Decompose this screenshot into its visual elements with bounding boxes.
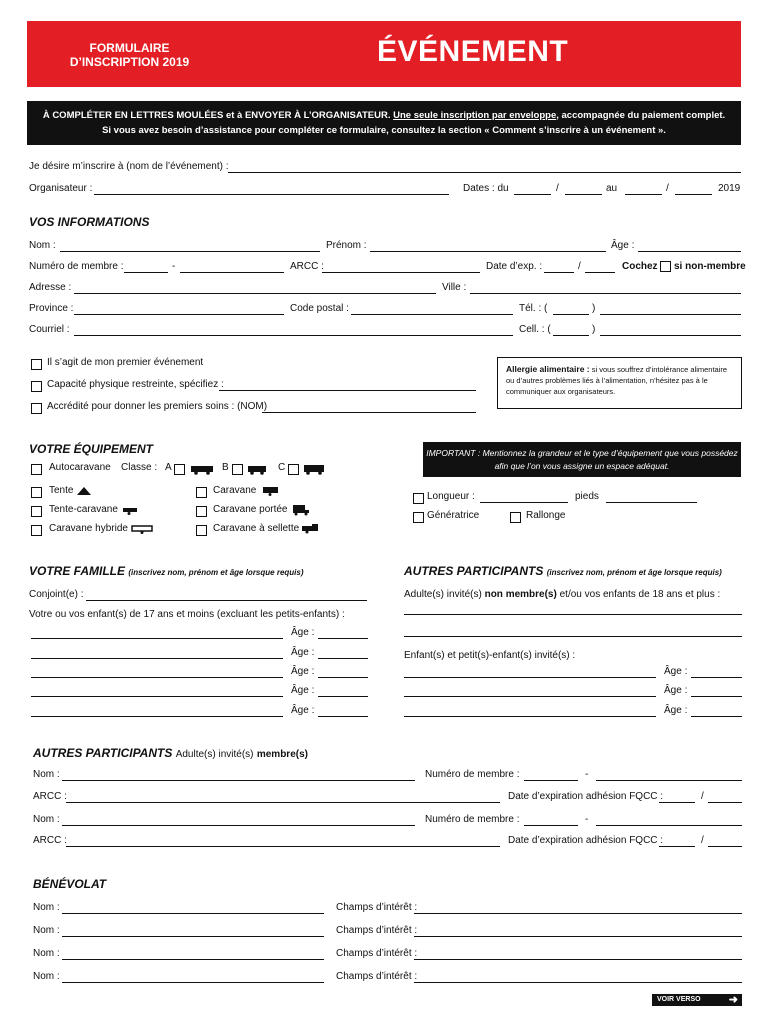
tel-label: Tél. : (	[519, 303, 548, 314]
tel-paren: )	[592, 303, 596, 314]
guest-child-age-field[interactable]	[691, 716, 742, 717]
membre-dash: -	[172, 261, 176, 272]
age-field[interactable]	[638, 251, 741, 252]
volunteer-champs-label: Champs d’intérêt :	[336, 902, 418, 913]
child-name-field[interactable]	[31, 658, 283, 659]
section-members-title	[33, 746, 308, 760]
rallonge-checkbox[interactable]	[510, 512, 521, 523]
membre-label: Numéro de membre :	[29, 261, 124, 272]
member-date-exp-year[interactable]	[708, 802, 742, 803]
members-sub-a: Adulte(s) invité(s)	[175, 749, 254, 760]
section-others-title	[404, 564, 722, 578]
member-arcc-label: ARCC :	[33, 791, 67, 802]
accredite-checkbox[interactable]	[31, 403, 42, 414]
event-name-field[interactable]	[228, 172, 741, 173]
adresse-label: Adresse :	[29, 282, 72, 293]
caravane-label: Caravane	[213, 485, 257, 496]
non-membre-checkbox[interactable]	[660, 261, 671, 272]
guest-child-name-field[interactable]	[404, 677, 656, 678]
adresse-field[interactable]	[74, 293, 436, 294]
date-to-month[interactable]	[675, 194, 712, 195]
member-arcc-label: ARCC :	[33, 835, 67, 846]
date-exp-month[interactable]	[544, 272, 574, 273]
class-b-label: B	[222, 462, 229, 473]
longueur-checkbox[interactable]	[413, 493, 424, 504]
child-age-field[interactable]	[318, 716, 368, 717]
accredite-label: Accrédité pour donner les premiers soins : (NOM)	[47, 401, 268, 412]
date-from-month[interactable]	[565, 194, 602, 195]
adult-guest-field[interactable]	[404, 636, 742, 637]
autocaravane-label: Autocaravane	[49, 462, 111, 473]
instructions-line1a: À COMPLÉTER EN LETTRES MOULÉES et à ENVOYER À L’ORGANISATEUR.	[42, 110, 391, 121]
form-subtitle: FORMULAIRE D’INSCRIPTION 2019	[69, 41, 190, 69]
date-from-day[interactable]	[514, 194, 551, 195]
volunteer-nom-field[interactable]	[62, 936, 324, 937]
caravane-checkbox[interactable]	[196, 487, 207, 498]
member-date-slash: /	[701, 791, 704, 802]
member-numero-field-1[interactable]	[524, 825, 578, 826]
class-c-checkbox[interactable]	[288, 464, 299, 475]
child-name-field[interactable]	[31, 677, 283, 678]
caravane-sellette-label: Caravane à sellette	[213, 523, 300, 534]
child-age-field[interactable]	[318, 677, 368, 678]
instructions-box	[27, 101, 741, 145]
conjoint-field[interactable]	[86, 600, 367, 601]
guest-child-age-label: Âge :	[664, 666, 688, 677]
date-slash: /	[666, 183, 669, 194]
member-nom-field[interactable]	[62, 825, 415, 826]
guest-child-age-field[interactable]	[691, 677, 742, 678]
date-au: au	[606, 183, 618, 194]
motorhome-c-icon	[303, 464, 327, 475]
adult-guest-field[interactable]	[404, 614, 742, 615]
volunteer-nom-field[interactable]	[62, 982, 324, 983]
pieds-label: pieds	[575, 491, 599, 502]
province-label: Province :	[29, 303, 74, 314]
tente-caravane-checkbox[interactable]	[31, 506, 42, 517]
cell-label: Cell. : (	[519, 324, 551, 335]
guest-child-age-label: Âge :	[664, 685, 688, 696]
member-nom-label: Nom :	[33, 769, 60, 780]
allergy-text: si vous souffrez d’intolérance alimentaire ou d’autres problèmes liés à l’alimentation, n’hésitez pas à le communiquer aux organisateurs.	[506, 365, 728, 396]
courriel-field[interactable]	[74, 335, 513, 336]
others-title: AUTRES PARTICIPANTS	[404, 564, 544, 578]
caravane-hybride-label: Caravane hybride	[49, 523, 128, 534]
travel-trailer-icon	[261, 486, 283, 496]
age-label: Âge :	[611, 240, 635, 251]
section-family-title	[29, 564, 304, 578]
date-slash: /	[556, 183, 559, 194]
cell-paren: )	[592, 324, 596, 335]
family-title: VOTRE FAMILLE	[29, 564, 125, 578]
child-name-field[interactable]	[31, 638, 283, 639]
volunteer-champs-field[interactable]	[414, 982, 742, 983]
member-arcc-field[interactable]	[66, 846, 500, 847]
tente-caravane-label: Tente-caravane	[49, 504, 118, 515]
tente-label: Tente	[49, 485, 74, 496]
member-numero-field-2[interactable]	[596, 780, 742, 781]
member-date-slash: /	[701, 835, 704, 846]
child-age-label: Âge :	[291, 647, 315, 658]
child-age-label: Âge :	[291, 705, 315, 716]
prenom-field[interactable]	[370, 251, 606, 252]
enfants-label: Votre ou vos enfant(s) de 17 ans et moins (excluant les petits-enfants) :	[29, 609, 345, 620]
arcc-label: ARCC :	[290, 261, 324, 272]
members-title: AUTRES PARTICIPANTS	[33, 746, 173, 760]
longueur-field[interactable]	[480, 502, 568, 503]
caravane-portee-checkbox[interactable]	[196, 506, 207, 517]
nom-label: Nom :	[29, 240, 56, 251]
ville-field[interactable]	[470, 293, 741, 294]
truck-camper-icon	[291, 504, 313, 516]
volunteer-nom-label: Nom :	[33, 971, 60, 982]
accredite-field[interactable]	[262, 412, 476, 413]
section-info-title: VOS INFORMATIONS	[29, 215, 150, 229]
caravane-hybride-checkbox[interactable]	[31, 525, 42, 536]
important-note: IMPORTANT : Mentionnez la grandeur et le type d’équipement que vous possédez afin que l’on vous assigne un espace adéquat.	[423, 442, 741, 477]
section-equipment-title: VOTRE ÉQUIPEMENT	[29, 442, 154, 456]
member-numero-label: Numéro de membre :	[425, 769, 520, 780]
volunteer-nom-label: Nom :	[33, 948, 60, 959]
child-name-field[interactable]	[31, 696, 283, 697]
volunteer-nom-field[interactable]	[62, 913, 324, 914]
guest-child-age-field[interactable]	[691, 696, 742, 697]
voir-verso-label	[652, 994, 742, 1006]
member-date-exp-month[interactable]	[659, 802, 695, 803]
others-note: (inscrivez nom, prénom et âge lorsque requis)	[546, 568, 722, 577]
family-note: (inscrivez nom, prénom et âge lorsque requis)	[128, 568, 304, 577]
organizer-field[interactable]	[94, 194, 449, 195]
volunteer-champs-label: Champs d’intérêt :	[336, 948, 418, 959]
prenom-label: Prénom :	[326, 240, 367, 251]
premier-checkbox[interactable]	[31, 359, 42, 370]
premier-label: Il s’agit de mon premier événement	[47, 357, 204, 368]
tent-trailer-icon	[121, 505, 141, 515]
capacite-field[interactable]	[219, 390, 476, 391]
member-nom-field[interactable]	[62, 780, 415, 781]
member-numero-field-2[interactable]	[596, 825, 742, 826]
rallonge-label: Rallonge	[526, 510, 566, 521]
child-age-label: Âge :	[291, 666, 315, 677]
arcc-field[interactable]	[322, 272, 480, 273]
non-membre-label: si non-membre	[674, 261, 746, 272]
volunteer-nom-label: Nom :	[33, 925, 60, 936]
class-a-checkbox[interactable]	[174, 464, 185, 475]
motorhome-a-icon	[190, 464, 216, 475]
organizer-label: Organisateur :	[29, 183, 93, 194]
capacite-checkbox[interactable]	[31, 381, 42, 392]
child-age-field[interactable]	[318, 658, 368, 659]
allergy-title: Allergie alimentaire :	[506, 364, 590, 374]
dates-label: Dates : du	[463, 183, 509, 194]
caravane-portee-label: Caravane portée	[213, 504, 288, 515]
nom-field[interactable]	[60, 251, 320, 252]
class-b-checkbox[interactable]	[232, 464, 243, 475]
child-age-field[interactable]	[318, 638, 368, 639]
date-year: 2019	[718, 183, 741, 194]
cell-area-field[interactable]	[553, 335, 589, 336]
adultes-label: Adulte(s) invité(s) non membre(s) et/ou vos enfants de 18 ans et plus :	[404, 589, 721, 600]
allergy-note	[497, 357, 742, 409]
member-arcc-field[interactable]	[66, 802, 500, 803]
arrow-right-icon: ➜	[728, 994, 738, 1006]
date-exp-year[interactable]	[585, 272, 615, 273]
tel-field[interactable]	[600, 314, 741, 315]
member-date-exp-label: Date d’expiration adhésion FQCC :	[508, 791, 664, 802]
province-field[interactable]	[74, 314, 284, 315]
classe-label: Classe :	[121, 462, 158, 473]
child-age-label: Âge :	[291, 685, 315, 696]
member-nom-label: Nom :	[33, 814, 60, 825]
volunteer-champs-field[interactable]	[414, 936, 742, 937]
membre-field-1[interactable]	[124, 272, 168, 273]
generatrice-label: Génératrice	[427, 510, 480, 521]
tel-area-field[interactable]	[553, 314, 589, 315]
courriel-label: Courriel :	[29, 324, 70, 335]
member-dash: -	[585, 769, 589, 780]
child-age-field[interactable]	[318, 696, 368, 697]
tent-icon	[76, 486, 92, 496]
pieds-field[interactable]	[606, 502, 697, 503]
guest-child-name-field[interactable]	[404, 696, 656, 697]
date-exp-label: Date d’exp. :	[486, 261, 543, 272]
class-a-label: A	[165, 462, 172, 473]
member-numero-label: Numéro de membre :	[425, 814, 520, 825]
class-c-label: C	[278, 462, 286, 473]
member-numero-field-1[interactable]	[524, 780, 578, 781]
conjoint-label: Conjoint(e) :	[29, 589, 84, 600]
code-postal-field[interactable]	[351, 314, 513, 315]
fifth-wheel-icon	[300, 523, 322, 534]
volunteer-champs-label: Champs d’intérêt :	[336, 971, 418, 982]
guest-child-age-label: Âge :	[664, 705, 688, 716]
instructions-line2: Si vous avez besoin d’assistance pour compléter ce formulaire, consultez la section « Comment s’inscrire à un événement ».	[102, 125, 666, 136]
members-sub-b: membre(s)	[256, 749, 308, 760]
verso-text: VOIR VERSO	[657, 996, 701, 1003]
form-title: ÉVÉNEMENT	[377, 35, 569, 68]
volunteer-champs-field[interactable]	[414, 913, 742, 914]
instructions-line1b: Une seule inscription par enveloppe	[393, 110, 557, 121]
child-age-label: Âge :	[291, 627, 315, 638]
member-date-exp-month[interactable]	[659, 846, 695, 847]
volunteer-champs-label: Champs d’intérêt :	[336, 925, 418, 936]
date-to-day[interactable]	[625, 194, 662, 195]
header-banner	[27, 21, 741, 87]
member-dash: -	[585, 814, 589, 825]
autocaravane-checkbox[interactable]	[31, 464, 42, 475]
date-exp-slash: /	[578, 261, 581, 272]
cell-field[interactable]	[600, 335, 741, 336]
cochez-label: Cochez	[622, 261, 658, 272]
hybrid-trailer-icon	[130, 524, 156, 534]
caravane-sellette-checkbox[interactable]	[196, 525, 207, 536]
tente-checkbox[interactable]	[31, 487, 42, 498]
section-volunteer-title: BÉNÉVOLAT	[33, 877, 107, 891]
capacite-label: Capacité physique restreinte, spécifiez :	[47, 379, 224, 390]
event-name-label: Je désire m’inscrire à (nom de l’événement) :	[29, 161, 229, 172]
child-name-field[interactable]	[31, 716, 283, 717]
volunteer-nom-field[interactable]	[62, 959, 324, 960]
instructions-line1c: , accompagnée du paiement complet.	[556, 110, 726, 121]
member-date-exp-label: Date d’expiration adhésion FQCC :	[508, 835, 664, 846]
volunteer-nom-label: Nom :	[33, 902, 60, 913]
member-date-exp-year[interactable]	[708, 846, 742, 847]
longueur-label: Longueur :	[427, 491, 475, 502]
guest-children-label: Enfant(s) et petit(s)-enfant(s) invité(s) :	[404, 650, 576, 661]
motorhome-b-icon	[247, 464, 269, 475]
generatrice-checkbox[interactable]	[413, 512, 424, 523]
membre-field-2[interactable]	[180, 272, 284, 273]
code-postal-label: Code postal :	[290, 303, 349, 314]
volunteer-champs-field[interactable]	[414, 959, 742, 960]
guest-child-name-field[interactable]	[404, 716, 656, 717]
ville-label: Ville :	[442, 282, 467, 293]
